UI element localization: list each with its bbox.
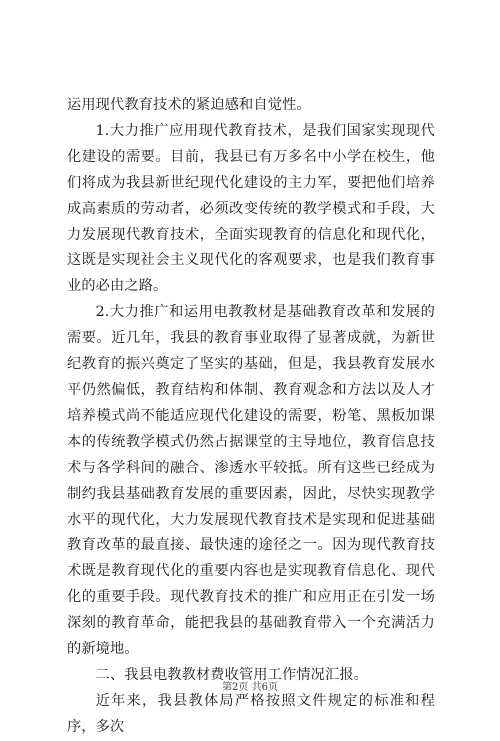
page-number-footer: 第2页 共6页 bbox=[222, 682, 278, 693]
paragraph-continuation: 运用现代教育技术的紧迫感和自觉性。 bbox=[67, 97, 311, 113]
paragraph-point-2: 2.大力推广和运用电教教材是基础教育改革和发展的需要。近几年，我县的教育事业取得了显著成就，为新世纪教育的振兴奠定了坚实的基础，但是，我县教育发展水平仍然偏低，教育结构和体制、教育观念和方法以及人才培养模式尚不能适应现代化建设的需要，粉笔、黑板加课本的传统教学模式仍然占据课堂的主导地位，教育信息技术与各学科间的融合、渗透水平较抵。所有这些已经成为制约我县基础教育发展的重要因素，因此，尽快实现教学水平的现代化，大力发展现代教育技术是实现和促进基础教育改革的最直接、最快速的途径之一。因为现代教育技术既是教育现代化的重要内容也是实现教育信息化、现代化的重要手段。现代教育技术的推广和应用正在引发一场深刻的教育革命，能把我县的基础教育带入一个充满活力的新境地。 bbox=[67, 304, 435, 658]
section-heading-2: 二、我县电教教材费收管用工作情况汇报。 bbox=[95, 666, 369, 683]
paragraph-section-2-start: 近年来，我县教体局严格按照文件规定的标准和程序，多次 bbox=[67, 692, 435, 735]
paragraph-point-1: 1.大力推广应用现代教育技术，是我们国家实现现代化建设的需要。目前，我县已有万多名中小学在校生，他们将成为我县新世纪现代化建设的主力军，要把他们培养成高素质的劳动者，必须改变传统的教学模式和手段，大力发展现代教育技术，全面实现教育的信息化和现代化，这既是实现社会主义现代化的客观要求，也是我们教育事业的必由之路。 bbox=[67, 122, 435, 295]
document-body bbox=[67, 93, 435, 741]
